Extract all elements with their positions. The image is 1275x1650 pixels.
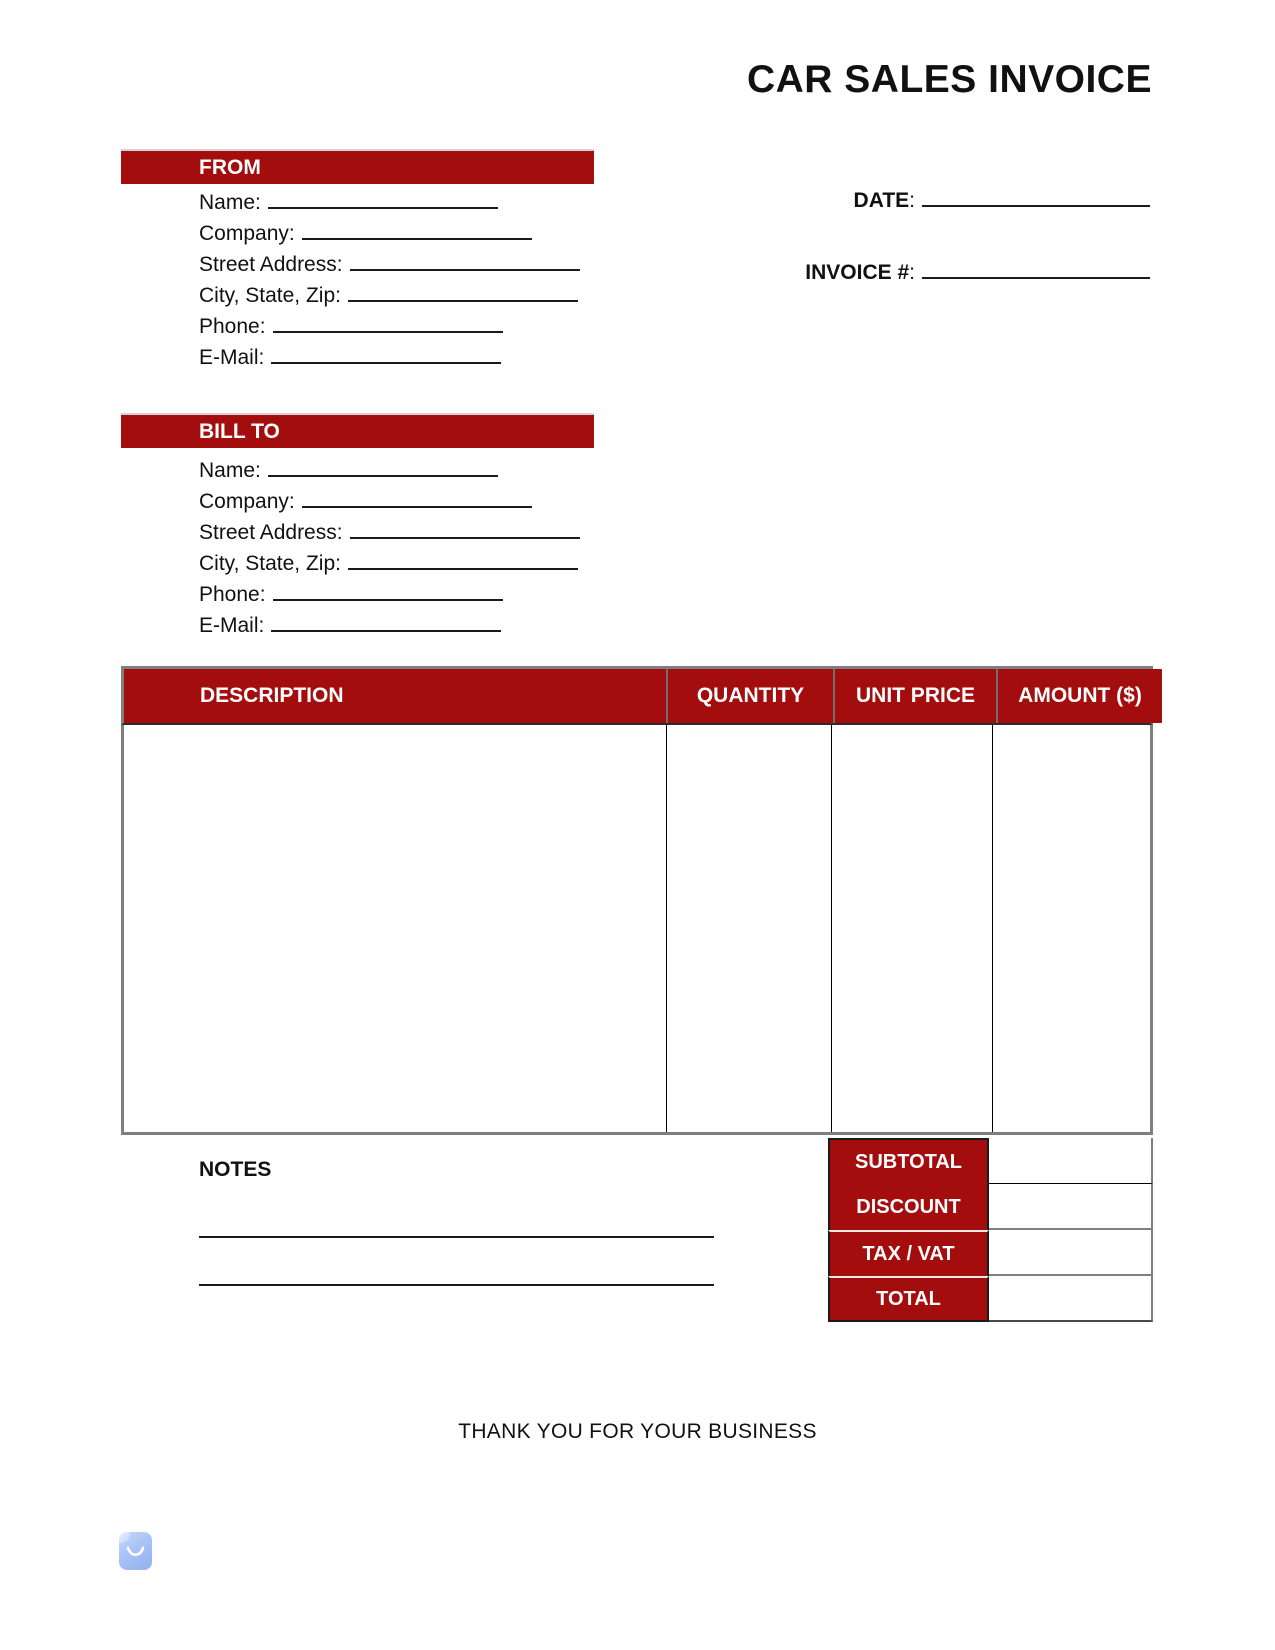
total-value (989, 1276, 1153, 1322)
field-label: Name: (199, 459, 261, 482)
bill-field-email (199, 614, 719, 645)
notes-blank-line-1 (199, 1236, 714, 1238)
date-blank (922, 189, 1150, 207)
from-street-blank (350, 253, 580, 271)
date-label: DATE (853, 189, 910, 212)
discount-label: DISCOUNT (828, 1184, 989, 1230)
tax-vat-value (989, 1230, 1153, 1276)
column-header-quantity: QUANTITY (668, 669, 833, 723)
invoice-colon: : (909, 261, 915, 284)
table-header-row (121, 666, 1153, 725)
field-label: Street Address: (199, 253, 343, 276)
tax-vat-label: TAX / VAT (828, 1230, 989, 1276)
field-label: Street Address: (199, 521, 343, 544)
invoice-number-blank (922, 261, 1150, 279)
from-field-name (199, 191, 719, 222)
line-items-table (121, 666, 1153, 1135)
field-label: E-Mail: (199, 614, 265, 637)
from-field-company (199, 222, 719, 253)
bill-field-company (199, 490, 719, 521)
field-label: Phone: (199, 315, 266, 338)
notes-blank-line-2 (199, 1284, 714, 1286)
bill-field-street (199, 521, 719, 552)
bill-company-blank (302, 490, 532, 508)
date-row (854, 189, 1150, 213)
discount-row (828, 1184, 1153, 1230)
field-label: City, State, Zip: (199, 284, 341, 307)
from-citystatezip-blank (348, 284, 578, 302)
from-field-citystatezip (199, 284, 719, 315)
bill-name-blank (268, 459, 498, 477)
from-company-blank (302, 222, 532, 240)
bill-citystatezip-blank (348, 552, 578, 570)
totals-block (828, 1138, 1153, 1322)
from-field-email (199, 346, 719, 377)
field-label: City, State, Zip: (199, 552, 341, 575)
from-phone-blank (273, 315, 503, 333)
subtotal-label: SUBTOTAL (828, 1138, 989, 1184)
document-smile-icon (119, 1532, 152, 1570)
from-name-blank (268, 191, 498, 209)
column-header-unit-price: UNIT PRICE (835, 669, 996, 723)
bill-phone-blank (273, 583, 503, 601)
quantity-column-cell (666, 725, 831, 1132)
field-label: E-Mail: (199, 346, 265, 369)
bill-to-section-header: BILL TO (121, 413, 594, 448)
invoice-number-row (805, 261, 1150, 285)
date-colon: : (909, 189, 915, 212)
amount-column-cell (992, 725, 1156, 1132)
bill-field-phone (199, 583, 719, 614)
bill-street-blank (350, 521, 580, 539)
page-title: CAR SALES INVOICE (746, 58, 1152, 101)
from-email-blank (271, 346, 501, 364)
table-body (121, 725, 1153, 1135)
field-label: Phone: (199, 583, 266, 606)
description-column-cell (124, 725, 666, 1132)
column-header-amount: AMOUNT ($) (998, 669, 1162, 723)
bill-field-name (199, 459, 719, 490)
from-section-header: FROM (121, 149, 594, 184)
total-label: TOTAL (828, 1276, 989, 1322)
invoice-number-label: INVOICE # (805, 261, 910, 284)
unit-price-column-cell (831, 725, 992, 1132)
subtotal-value (989, 1138, 1153, 1184)
field-label: Name: (199, 191, 261, 214)
smile-glyph (126, 1546, 145, 1560)
column-header-description: DESCRIPTION (124, 669, 666, 723)
bill-to-fields (199, 459, 719, 645)
bill-email-blank (271, 614, 501, 632)
folded-corner (119, 1532, 130, 1543)
discount-value (989, 1184, 1153, 1230)
from-field-street (199, 253, 719, 284)
from-field-phone (199, 315, 719, 346)
notes-label: NOTES (199, 1158, 272, 1181)
from-fields (199, 191, 719, 377)
total-row (828, 1276, 1153, 1322)
field-label: Company: (199, 490, 295, 513)
thank-you-message: THANK YOU FOR YOUR BUSINESS (458, 1420, 817, 1443)
bill-field-citystatezip (199, 552, 719, 583)
subtotal-row (828, 1138, 1153, 1184)
tax-vat-row (828, 1230, 1153, 1276)
field-label: Company: (199, 222, 295, 245)
